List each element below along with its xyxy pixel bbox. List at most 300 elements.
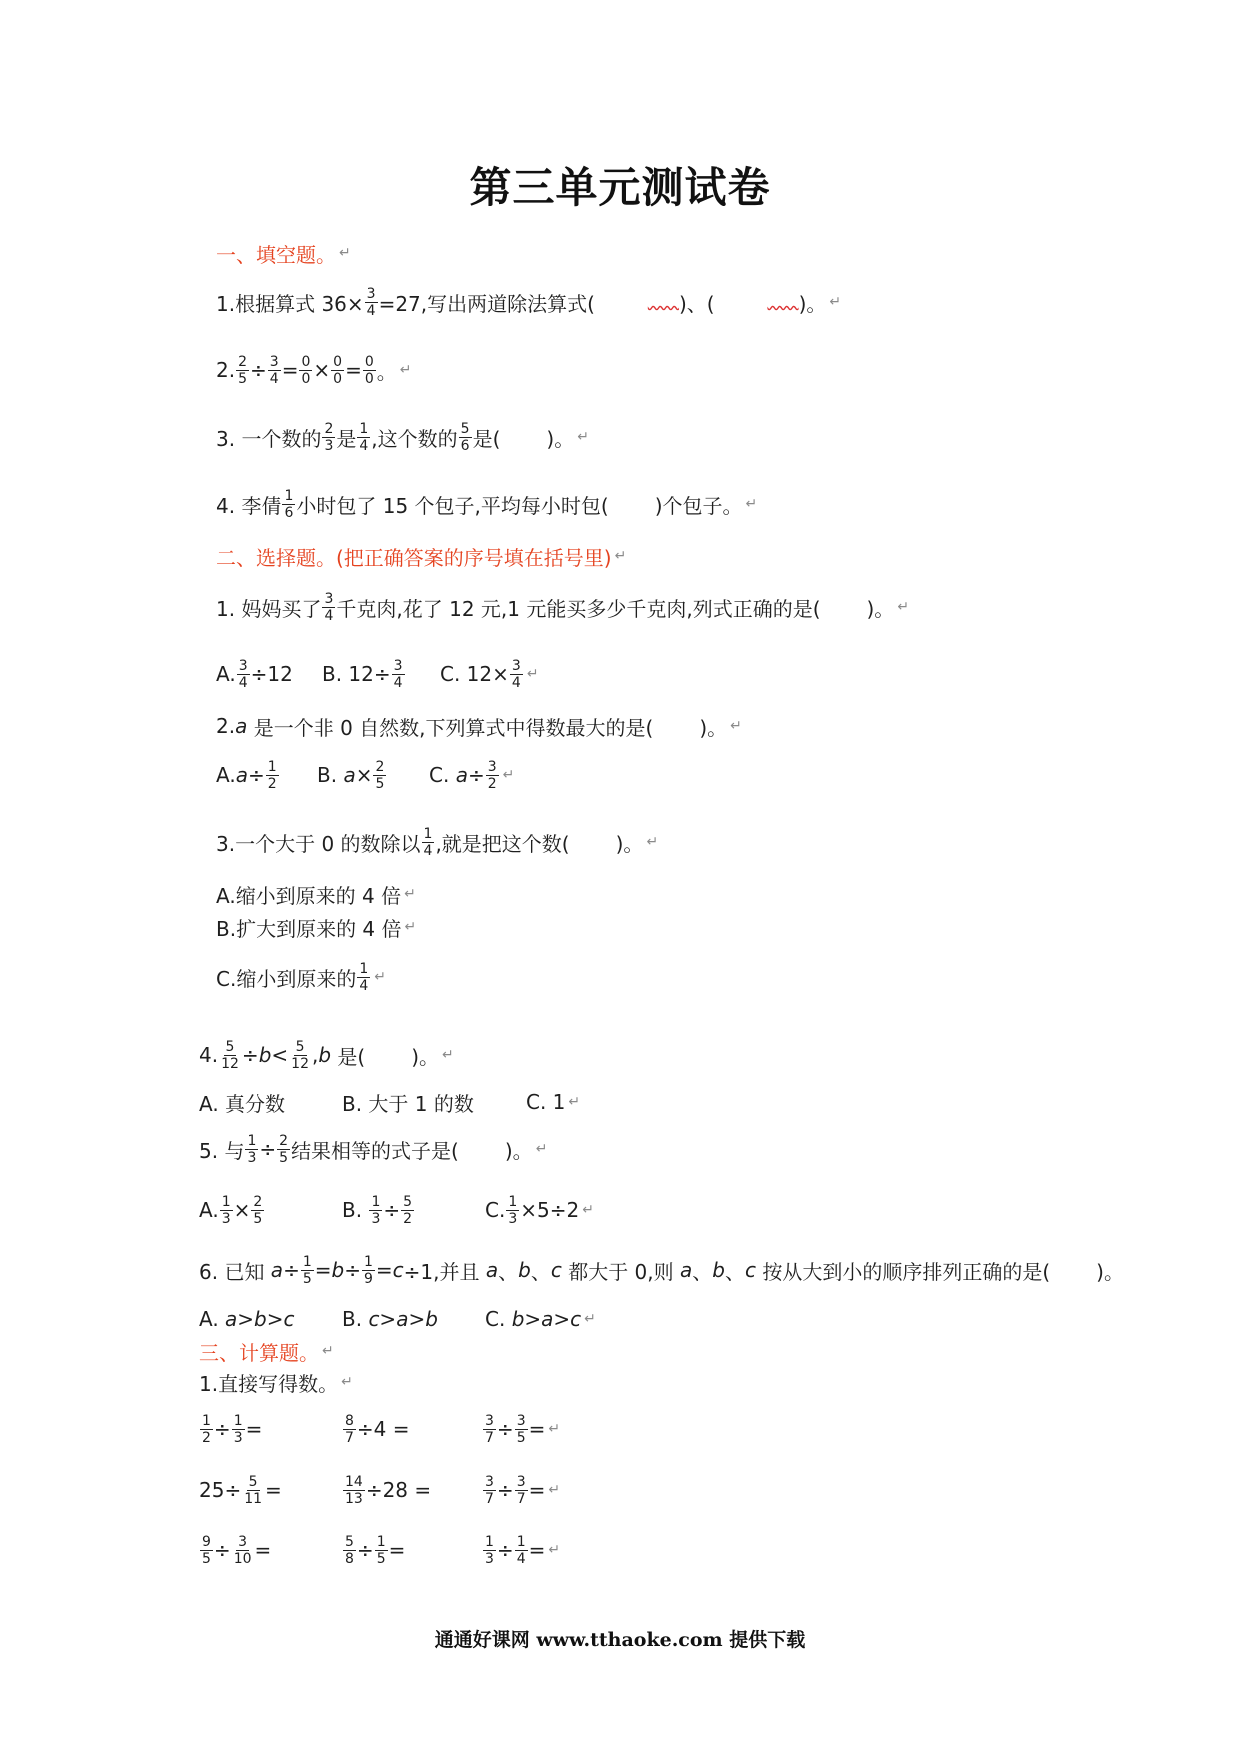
fraction-denominator: 12 (291, 1055, 309, 1072)
choice-3-option-c (216, 959, 386, 995)
text-run: )。 (1096, 1259, 1124, 1284)
fraction-numerator: 3 (511, 657, 521, 674)
text-run: = (528, 1538, 546, 1562)
variable: a>b>c (225, 1307, 295, 1331)
answer-blank (653, 716, 699, 736)
answer-blank (500, 427, 546, 447)
fraction-denominator: 7 (485, 1429, 494, 1446)
fraction-denominator: 8 (345, 1550, 354, 1567)
fraction-denominator: 5 (376, 1550, 386, 1567)
text-run: 、 (692, 1259, 713, 1284)
fraction (200, 1413, 213, 1446)
fraction-numerator: 2 (375, 758, 385, 775)
fraction-numerator: 2 (324, 420, 334, 437)
fraction-numerator: 9 (202, 1533, 211, 1550)
fraction-denominator: 4 (324, 607, 334, 624)
fraction-numerator: 5 (295, 1038, 305, 1055)
choice-1-option-c (440, 656, 539, 692)
paragraph-mark-icon: ↵ (404, 886, 416, 902)
fraction-denominator: 5 (302, 1270, 312, 1287)
variable: c (744, 1258, 756, 1282)
choice-question-3 (216, 824, 658, 860)
fraction-denominator: 12 (221, 1055, 239, 1072)
text-run: × (355, 763, 373, 787)
choice-question-1 (216, 589, 909, 625)
fraction (401, 1194, 414, 1227)
fraction (369, 1194, 382, 1227)
fraction-numerator: 1 (221, 1193, 231, 1210)
text-run: = (281, 358, 299, 382)
fraction-denominator: 5 (279, 1149, 289, 1166)
text-run: ÷4 = (356, 1417, 410, 1441)
fraction-denominator: 4 (366, 302, 376, 319)
paragraph-mark-icon: ↵ (339, 245, 351, 261)
fraction-numerator: 3 (366, 285, 376, 302)
paragraph-mark-icon: ↵ (502, 767, 515, 783)
choice-6-option-c (485, 1301, 596, 1337)
fraction-denominator: 7 (516, 1490, 526, 1507)
calc-row-1-item-1 (199, 1411, 262, 1447)
answer-blank (715, 292, 799, 312)
section-fill-in-heading (216, 235, 351, 271)
paragraph-mark-icon: ↵ (745, 496, 758, 512)
text-run: ÷ (241, 1043, 259, 1067)
choice-4-option-c (526, 1084, 580, 1120)
text-run: 小时包了 15 个包子,平均每小时包( (296, 493, 609, 518)
fraction-numerator: 2 (253, 1193, 263, 1210)
text-run: 2. (216, 358, 236, 382)
text-run: = (314, 1258, 332, 1282)
text-run: B. (317, 763, 344, 787)
text-run: = (388, 1538, 406, 1562)
fraction-denominator: 0 (364, 370, 374, 387)
fraction (299, 354, 312, 387)
answer-blank (609, 494, 655, 514)
fraction-denominator: 3 (247, 1149, 257, 1166)
text-run: )。 (866, 596, 895, 621)
fraction (515, 1474, 528, 1507)
fraction-numerator: 1 (359, 420, 369, 437)
text-run: A. (216, 662, 236, 686)
fraction-numerator: 5 (460, 420, 470, 437)
fraction-denominator: 11 (244, 1490, 263, 1507)
text-run: =27,写出两道除法算式( (378, 291, 595, 316)
text-run: ÷ (259, 1137, 277, 1161)
fraction-denominator: 5 (516, 1429, 526, 1446)
fraction (232, 1534, 254, 1567)
fraction (459, 421, 472, 454)
paragraph-mark-icon: ↵ (646, 834, 659, 850)
choice-2-option-b (317, 757, 387, 793)
choice-5-option-b (342, 1192, 415, 1228)
paragraph-mark-icon: ↵ (374, 969, 386, 985)
fraction-numerator: 1 (485, 1533, 494, 1550)
fraction (301, 1254, 314, 1287)
paragraph-mark-icon: ↵ (829, 294, 842, 310)
paragraph-mark-icon: ↵ (548, 1421, 561, 1437)
calc-row-3-item-2 (342, 1532, 405, 1568)
fraction-numerator: 0 (364, 353, 374, 370)
variable: b (318, 1043, 332, 1067)
choice-5-option-c (485, 1192, 594, 1228)
choice-4-option-b (342, 1084, 474, 1120)
fill-in-question-2 (216, 352, 412, 388)
fraction-denominator: 5 (253, 1210, 263, 1227)
fraction-numerator: 8 (345, 1412, 354, 1429)
fraction-numerator: 2 (238, 353, 248, 370)
calc-row-2-item-1 (199, 1472, 282, 1508)
fraction (289, 1039, 311, 1072)
fraction-numerator: 3 (238, 1533, 248, 1550)
fraction-numerator: 0 (301, 353, 311, 370)
variable: c (392, 1258, 404, 1282)
text-run: ÷ (496, 1478, 514, 1502)
fraction-numerator: 0 (333, 353, 343, 370)
calculation-subheading (199, 1364, 353, 1400)
text-run: 三、计算题。 (199, 1340, 319, 1365)
variable: c (550, 1258, 562, 1282)
text-run: 3. 一个数的 (216, 426, 322, 451)
text-run: C. (429, 763, 456, 787)
fraction (232, 1413, 245, 1446)
fraction-numerator: 3 (238, 657, 248, 674)
text-run: = (254, 1538, 272, 1562)
answer-blank (1050, 1260, 1096, 1280)
text-run: 结果相等的式子是( (291, 1138, 459, 1163)
fraction-numerator: 1 (423, 825, 433, 842)
fraction-denominator: 4 (359, 977, 369, 994)
fraction (268, 354, 281, 387)
text-run: = (375, 1258, 393, 1282)
text-run: ÷ (250, 358, 267, 382)
text-run: ÷ (344, 1258, 361, 1282)
choice-question-2 (216, 708, 742, 744)
fraction-numerator: 1 (359, 960, 369, 977)
fraction-denominator: 2 (267, 775, 277, 792)
fraction-numerator: 1 (508, 1193, 518, 1210)
fraction (483, 1474, 496, 1507)
answer-blank (459, 1139, 505, 1159)
fraction (365, 286, 378, 319)
fraction (237, 658, 250, 691)
paragraph-mark-icon: ↵ (535, 1141, 548, 1157)
fraction (515, 1534, 528, 1567)
text-run: 25÷ (199, 1478, 242, 1502)
calc-row-2-item-3 (482, 1472, 560, 1508)
text-run: ÷ (247, 763, 265, 787)
fill-in-question-1 (216, 284, 841, 320)
fraction (486, 759, 499, 792)
fraction-denominator: 2 (403, 1210, 413, 1227)
fraction (515, 1413, 528, 1446)
variable: a (235, 714, 248, 738)
fraction (375, 1534, 388, 1567)
text-run: B. (342, 1198, 369, 1222)
paragraph-mark-icon: ↵ (322, 1343, 334, 1359)
text-run: ÷12 (250, 662, 293, 686)
fraction (322, 591, 335, 624)
fraction (251, 1194, 264, 1227)
text-run: )个包子。 (654, 493, 743, 518)
fraction-numerator: 2 (279, 1132, 289, 1149)
text-run: = (528, 1417, 546, 1441)
text-run: C. (485, 1307, 512, 1331)
fraction-numerator: 1 (376, 1533, 386, 1550)
fraction-denominator: 2 (202, 1429, 211, 1446)
text-run: A. (199, 1307, 226, 1331)
text-run: = (345, 358, 362, 382)
variable: a (343, 763, 356, 787)
text-run: ÷ (496, 1417, 514, 1441)
calc-row-1-item-2 (342, 1411, 410, 1447)
variable: a (235, 763, 248, 787)
text-run: 6. 已知 (199, 1259, 271, 1284)
fraction-denominator: 7 (485, 1490, 494, 1507)
text-run: )。 (699, 715, 728, 740)
text-run: C.缩小到原来的 (216, 966, 357, 991)
choice-6-option-a (199, 1301, 295, 1337)
fraction-denominator: 3 (324, 437, 334, 454)
fraction-numerator: 5 (345, 1533, 354, 1550)
fraction (277, 1133, 290, 1166)
text-run: A. (199, 1198, 219, 1222)
fraction-denominator: 0 (301, 370, 311, 387)
fraction-numerator: 3 (485, 1473, 494, 1490)
fraction (331, 354, 344, 387)
text-run: 二、选择题。(把正确答案的序号填在括号里) (216, 545, 612, 570)
text-run: = (245, 1417, 263, 1441)
fraction-denominator: 4 (359, 437, 369, 454)
variable: b (258, 1043, 272, 1067)
fraction-numerator: 3 (516, 1473, 526, 1490)
fraction-denominator: 4 (423, 842, 433, 859)
paragraph-mark-icon: ↵ (577, 429, 589, 445)
choice-question-4 (199, 1037, 454, 1073)
fraction-numerator: 1 (363, 1253, 373, 1270)
text-run: 、 (724, 1259, 745, 1284)
variable: a (485, 1258, 499, 1282)
text-run: 、 (530, 1259, 551, 1284)
fraction-denominator: 4 (511, 674, 521, 691)
text-run: A.缩小到原来的 4 倍 (216, 883, 402, 908)
fraction (483, 1534, 496, 1567)
fraction-denominator: 5 (202, 1550, 211, 1567)
fraction-numerator: 1 (267, 758, 277, 775)
text-run: 1.根据算式 36× (216, 291, 364, 316)
fraction-denominator: 3 (371, 1210, 381, 1227)
fraction-denominator: 6 (460, 437, 470, 454)
fraction-numerator: 5 (225, 1038, 235, 1055)
fraction-denominator: 4 (516, 1550, 526, 1567)
text-run: , (311, 1043, 319, 1067)
text-run: ÷1,并且 (403, 1259, 486, 1284)
choice-4-option-a (199, 1084, 285, 1120)
fraction (373, 759, 386, 792)
fraction-denominator: 4 (393, 674, 403, 691)
fraction-denominator: 13 (345, 1490, 363, 1507)
fraction-numerator: 1 (284, 487, 294, 504)
text-run: )。 (504, 1138, 533, 1163)
text-run: )。 (798, 291, 827, 316)
text-run: )。 (615, 831, 644, 856)
footer-download-note: 通通好课网 www.tthaoke.com 提供下载 (434, 1629, 806, 1651)
paragraph-mark-icon: ↵ (582, 1202, 594, 1218)
paragraph-mark-icon: ↵ (568, 1094, 581, 1110)
fraction-numerator: 3 (393, 657, 403, 674)
text-run: 按从大到小的顺序排列正确的是( (755, 1259, 1051, 1284)
fraction-numerator: 3 (269, 353, 279, 370)
paragraph-mark-icon: ↵ (548, 1542, 561, 1558)
text-run: B. 12÷ (322, 662, 391, 686)
text-run: ÷ (356, 1538, 374, 1562)
paragraph-mark-icon: ↵ (897, 599, 910, 615)
fraction (219, 1039, 241, 1072)
choice-3-option-a (216, 876, 416, 912)
text-run: 3.一个大于 0 的数除以 (216, 831, 421, 856)
text-run: ,这个数的 (371, 426, 458, 451)
text-run: 4. (199, 1043, 219, 1067)
choice-question-5 (199, 1131, 547, 1167)
fraction-denominator: 0 (333, 370, 343, 387)
fraction-denominator: 7 (345, 1429, 354, 1446)
fraction-numerator: 1 (233, 1412, 243, 1429)
answer-blank (365, 1045, 411, 1065)
fraction-numerator: 14 (345, 1473, 363, 1490)
fraction (236, 354, 249, 387)
text-run: A. 真分数 (199, 1091, 286, 1116)
fraction (322, 421, 335, 454)
text-run: 是 (336, 426, 357, 451)
fraction-denominator: 3 (508, 1210, 518, 1227)
fraction-numerator: 5 (248, 1473, 258, 1490)
text-run: ×5÷2 (520, 1198, 580, 1222)
text-run: 是( (331, 1044, 366, 1069)
paragraph-mark-icon: ↵ (614, 548, 627, 564)
fraction (200, 1534, 213, 1567)
text-run: )。 (546, 426, 575, 451)
text-run: A. (216, 763, 236, 787)
text-run: )、( (678, 291, 715, 316)
paragraph-mark-icon: ↵ (584, 1311, 596, 1327)
choice-5-option-a (199, 1192, 265, 1228)
variable: b (712, 1258, 725, 1282)
text-run: 1.直接写得数。 (199, 1371, 339, 1396)
text-run: C. (485, 1198, 506, 1222)
text-run: ÷ (467, 763, 485, 787)
fraction-denominator: 3 (221, 1210, 231, 1227)
fraction-numerator: 3 (487, 758, 497, 775)
answer-blank (821, 597, 867, 617)
fraction (422, 826, 435, 859)
calc-row-1-item-3 (482, 1411, 560, 1447)
text-run: = (528, 1478, 546, 1502)
fraction (506, 1194, 519, 1227)
fraction-numerator: 1 (247, 1132, 257, 1149)
fraction (483, 1413, 496, 1446)
fraction (220, 1194, 233, 1227)
fraction (245, 1133, 258, 1166)
text-run: 一、填空题。 (216, 242, 336, 267)
variable: a (270, 1258, 284, 1282)
text-run: C. 1 (526, 1090, 566, 1114)
fraction-denominator: 10 (233, 1550, 252, 1567)
page-title: 第三单元测试卷 (469, 163, 771, 212)
fraction-denominator: 2 (487, 775, 497, 792)
text-run: = (265, 1478, 282, 1502)
fraction (266, 759, 279, 792)
paragraph-mark-icon: ↵ (341, 1374, 353, 1390)
fraction-numerator: 3 (324, 590, 334, 607)
text-run: ÷ (213, 1417, 231, 1441)
choice-1-option-a (216, 656, 293, 692)
choice-question-6 (199, 1252, 1124, 1288)
answer-blank (595, 292, 679, 312)
fraction (362, 1254, 375, 1287)
text-run: B. 大于 1 的数 (342, 1091, 474, 1116)
fraction (510, 658, 523, 691)
text-run: × (313, 358, 331, 382)
fraction (343, 1534, 356, 1567)
fraction-numerator: 1 (202, 1412, 211, 1429)
text-run: 是( (472, 426, 501, 451)
fraction-denominator: 5 (375, 775, 385, 792)
text-run: × (233, 1198, 251, 1222)
choice-1-option-b (322, 656, 406, 692)
fraction-denominator: 6 (284, 504, 294, 521)
fraction-numerator: 1 (371, 1193, 381, 1210)
fraction-denominator: 9 (363, 1270, 373, 1287)
fraction (363, 354, 376, 387)
fraction (242, 1474, 264, 1507)
fraction (357, 421, 370, 454)
fill-in-question-3 (216, 419, 589, 455)
calc-row-3-item-3 (482, 1532, 560, 1568)
variable: b>a>c (511, 1307, 582, 1331)
fraction-numerator: 1 (516, 1533, 526, 1550)
choice-6-option-b (342, 1301, 438, 1337)
paragraph-mark-icon: ↵ (730, 718, 742, 734)
paragraph-mark-icon: ↵ (399, 362, 412, 378)
text-run: ÷ (283, 1258, 300, 1282)
fraction (357, 961, 370, 994)
section-choice-heading (216, 538, 626, 574)
variable: a (455, 763, 468, 787)
choice-3-option-b (216, 909, 416, 945)
text-run: ÷ (383, 1198, 401, 1222)
fill-in-question-4 (216, 486, 757, 522)
fraction (343, 1474, 365, 1507)
text-run: )。 (411, 1044, 440, 1069)
text-run: ÷ (213, 1538, 231, 1562)
paragraph-mark-icon: ↵ (548, 1482, 561, 1498)
paragraph-mark-icon: ↵ (526, 666, 539, 682)
variable: b (518, 1258, 531, 1282)
text-run: 是一个非 0 自然数,下列算式中得数最大的是( (247, 715, 654, 740)
text-run: 4. 李倩 (216, 493, 282, 518)
text-run: 5. 与 (199, 1138, 245, 1163)
fraction-denominator: 3 (233, 1429, 243, 1446)
choice-2-option-a (216, 757, 280, 793)
fraction-numerator: 3 (516, 1412, 526, 1429)
paragraph-mark-icon: ↵ (442, 1047, 454, 1063)
fraction-denominator: 3 (485, 1550, 494, 1567)
calc-row-2-item-2 (342, 1472, 431, 1508)
fraction-denominator: 4 (269, 370, 279, 387)
fraction-numerator: 3 (485, 1412, 494, 1429)
text-run: B. (342, 1307, 369, 1331)
text-run: 、 (498, 1259, 519, 1284)
variable: a (680, 1258, 693, 1282)
